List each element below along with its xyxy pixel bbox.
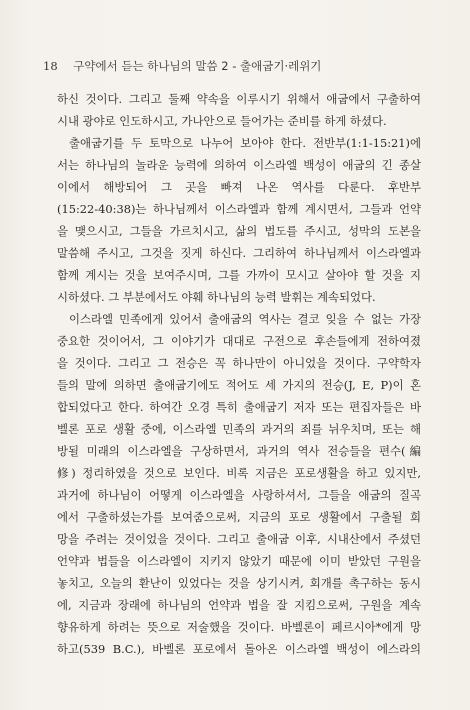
text-line: 벨론 포로 생활 중에, 이스라엘 민족의 과거의 죄를 뉘우치며, 또는 해 bbox=[57, 422, 421, 436]
text-line: 방될 미래의 이스라엘을 구상하면서, 과거의 역사 전승들을 편수(編 bbox=[57, 444, 421, 458]
text-line: 출애굽기를 두 토막으로 나누어 보아야 한다. 전반부(1:1-15:21)에 bbox=[69, 136, 421, 150]
text-line: 망을 주려는 것이었을 것이다. 그리고 출애굽 이후, 시내산에서 주셨던 bbox=[57, 532, 421, 546]
text-line: 을 맺으시고, 그들을 가르치시고, 삶의 법도를 주시고, 성막의 도본을 bbox=[57, 224, 421, 238]
text-line: 향유하게 하려는 뜻으로 저술했을 것이다. 바벨론이 페르시아*에게 망 bbox=[57, 620, 421, 634]
text-line: 을 것이다. 그리고 그 전승은 꼭 하나만이 아니었을 것이다. 구약학자 bbox=[57, 356, 421, 370]
text-line: 이에서 해방되어 그 곳을 빠져 나온 역사를 다룬다. 후반부 bbox=[57, 180, 421, 194]
text-line: 함께 계시는 것을 보여주시며, 그를 가까이 모시고 살아야 할 것을 지 bbox=[57, 268, 421, 282]
text-line: 과거에 하나님이 어떻게 이스라엘을 사랑하셔서, 그들을 애굽의 질곡 bbox=[57, 488, 421, 502]
text-line: 합되었다고 한다. 하여간 오경 특히 출애굽기 저자 또는 편집자들은 바 bbox=[57, 400, 421, 414]
text-line: (15:22-40:38)는 하나님께서 이스라엘과 함께 계시면서, 그들과 언약 bbox=[57, 202, 421, 216]
body-text bbox=[57, 88, 421, 660]
text-line: 중요한 것이어서, 그 이야기가 대대로 구전으로 후손들에게 전하여졌 bbox=[57, 334, 421, 348]
text-line: 修) 정리하였을 것으로 보인다. 비록 지금은 포로생활을 하고 있지만, bbox=[57, 466, 421, 480]
text-line: 시내 광야로 인도하시고, 가나안으로 들어가는 준비를 하게 하셨다. bbox=[57, 114, 387, 128]
text-line: 서는 하나님의 놀라운 능력에 의하여 이스라엘 백성이 애굽의 긴 종살 bbox=[57, 158, 421, 172]
running-header bbox=[43, 58, 433, 80]
text-line: 시하셨다. 그 부분에서도 야훼 하나님의 능력 발휘는 계속되었다. bbox=[57, 290, 376, 304]
text-line: 에서 구출하셨는가를 보여줌으로써, 지금의 포로 생활에서 구출될 희 bbox=[57, 510, 421, 524]
running-title: 구약에서 듣는 하나님의 말씀 2 - 출애굽기·레위기 bbox=[73, 59, 322, 73]
page-number: 18 bbox=[43, 59, 58, 73]
text-line: 하신 것이다. 그리고 둘째 약속을 이루시기 위해서 애굽에서 구출하여 bbox=[57, 92, 421, 106]
text-line: 하고(539 B.C.), 바벨론 포로에서 돌아온 이스라엘 백성이 에스라의 bbox=[57, 642, 421, 656]
text-line: 언약과 법들을 이스라엘이 지키지 않았기 때문에 이미 받았던 구원을 bbox=[57, 554, 421, 568]
text-line: 들의 말에 의하면 출애굽기에도 적어도 세 가지의 전승(J, E, P)이 혼 bbox=[57, 378, 421, 392]
text-line: 에, 지금과 장래에 하나님의 언약과 법을 잘 지킴으로써, 구원을 계속 bbox=[57, 598, 421, 612]
text-line: 놓치고, 오늘의 환난이 있었다는 것을 상기시켜, 회개를 촉구하는 동시 bbox=[57, 576, 421, 590]
text-line: 말씀해 주시고, 그것을 짓게 하신다. 그리하여 하나님께서 이스라엘과 bbox=[57, 246, 421, 260]
text-line: 이스라엘 민족에게 있어서 출애굽의 역사는 결코 잊을 수 없는 가장 bbox=[69, 312, 421, 326]
